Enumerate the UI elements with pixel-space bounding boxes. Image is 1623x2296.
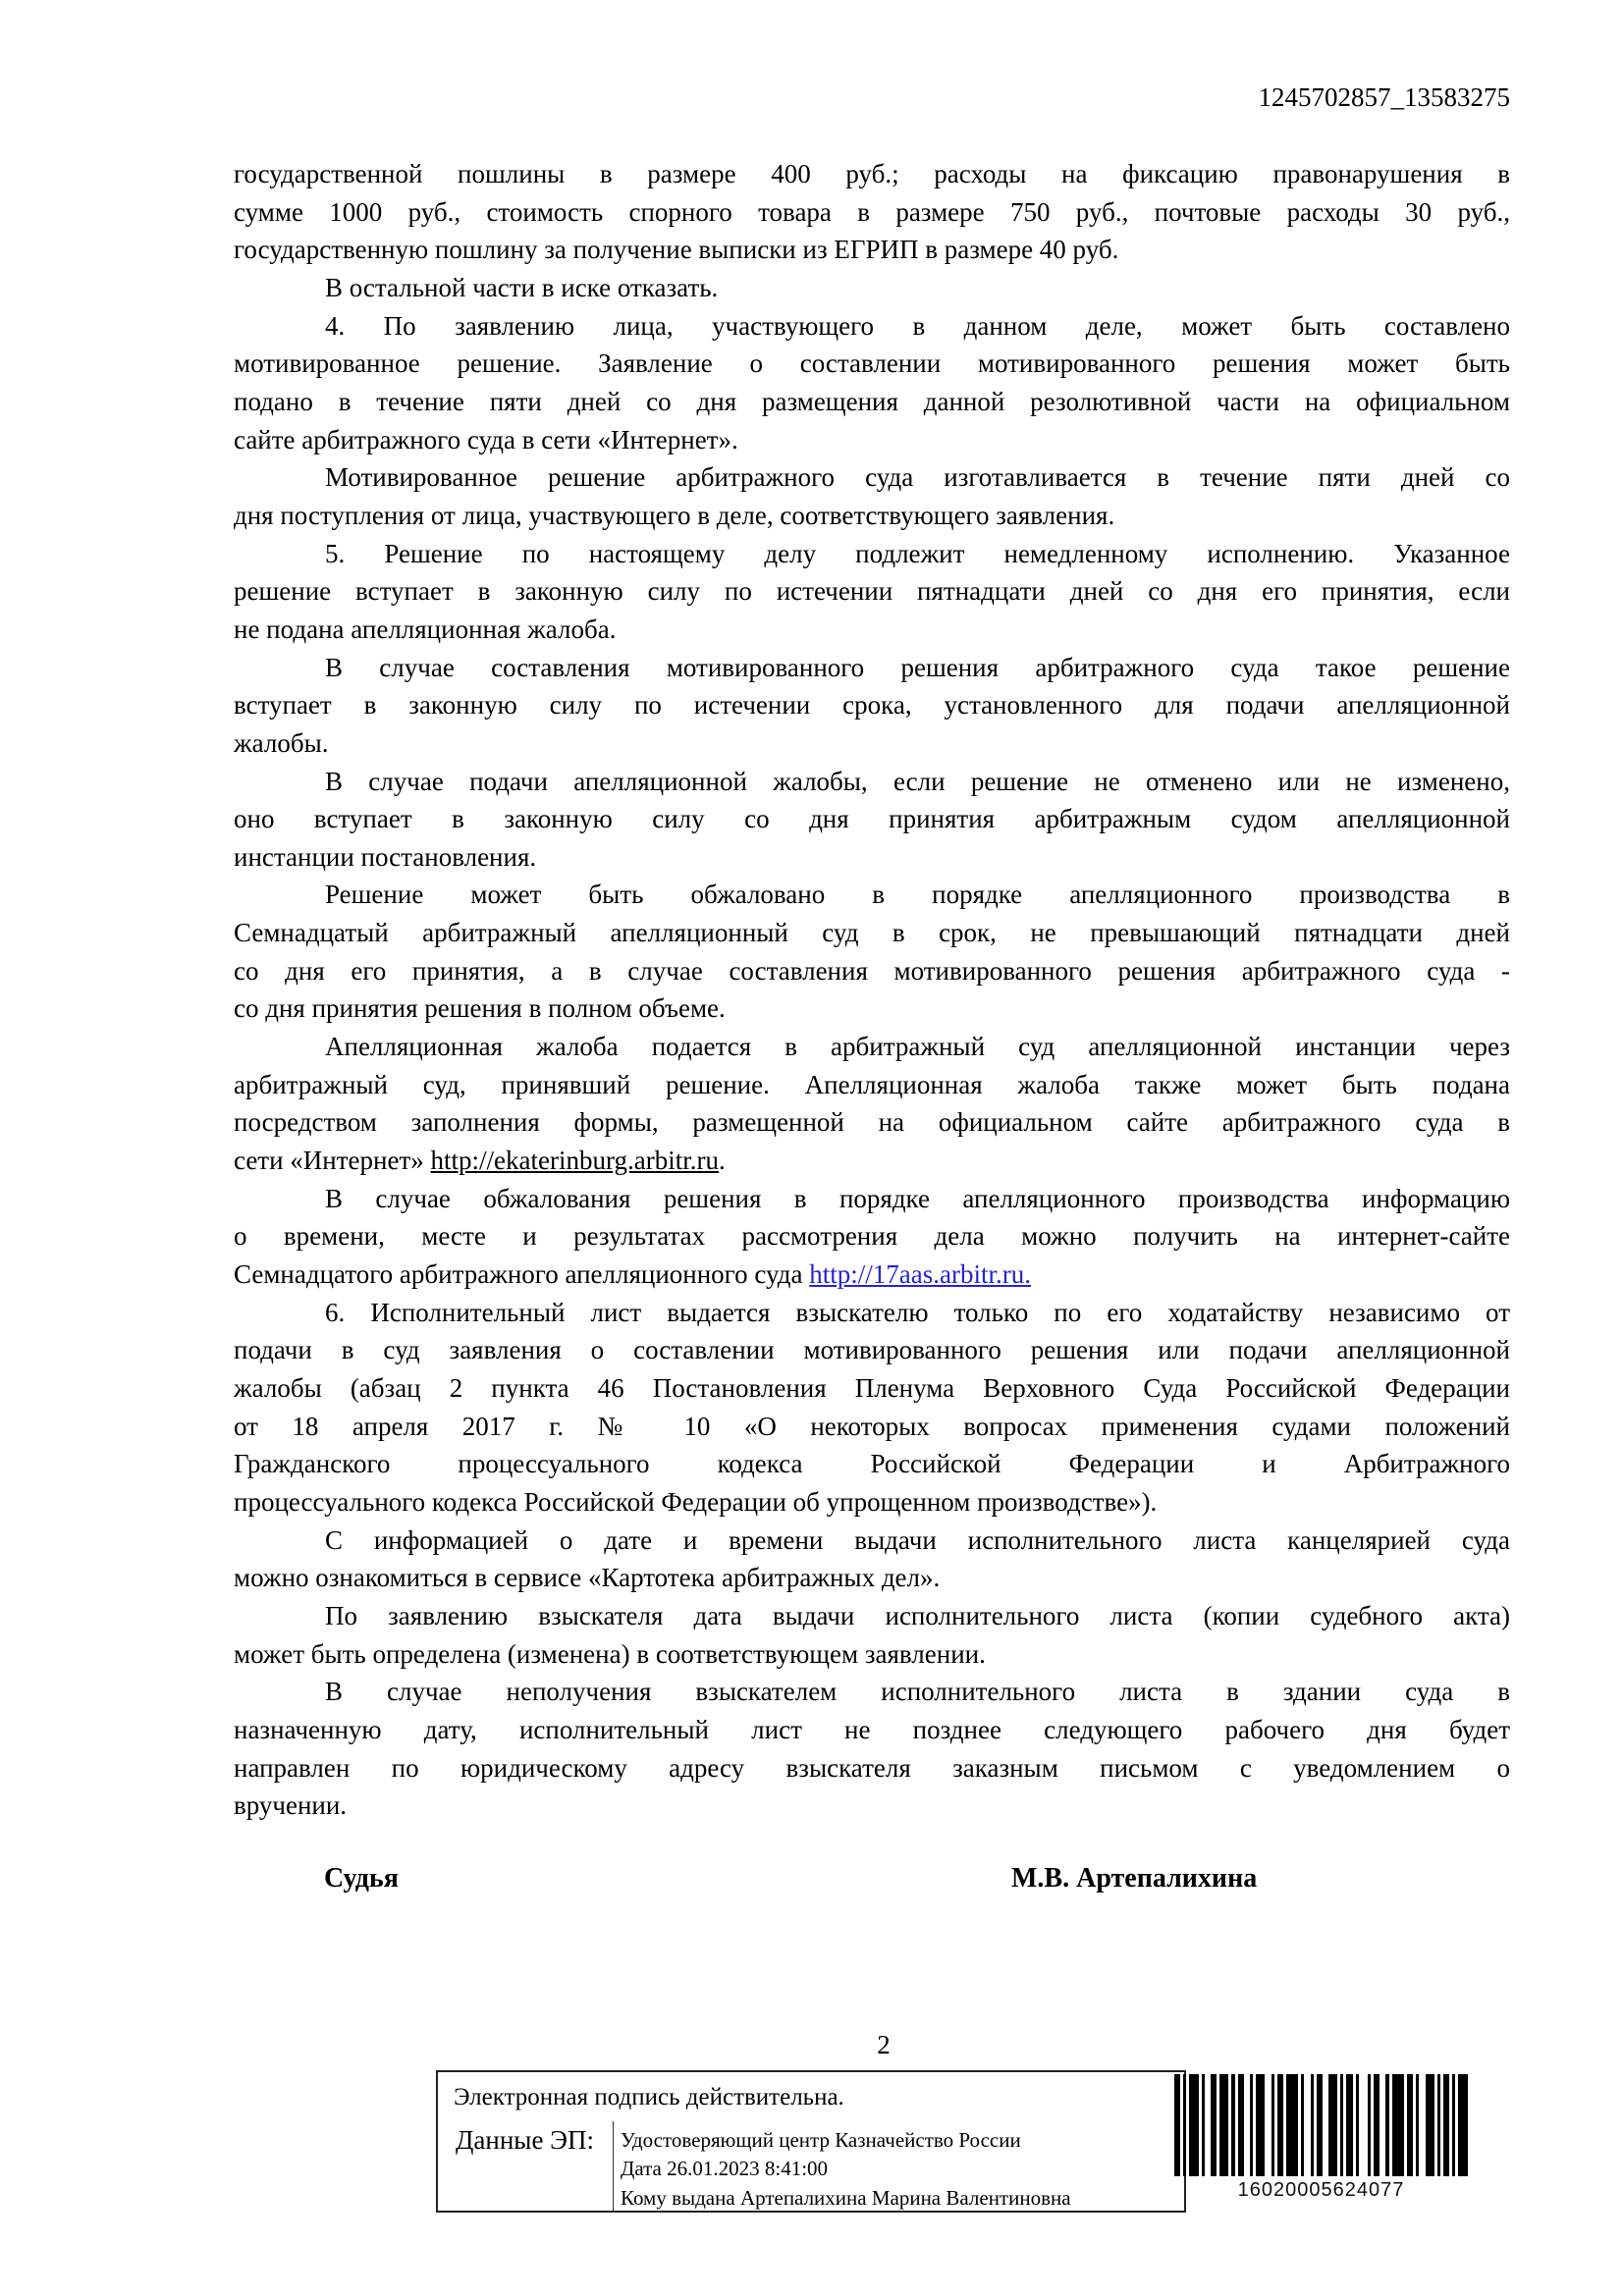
barcode-bar bbox=[1189, 2074, 1198, 2176]
text-segment: С информацией о дате и времени выдачи исполнительного листа канцелярией суда bbox=[325, 1524, 1510, 1555]
body-line bbox=[234, 876, 1510, 914]
body-line bbox=[234, 1028, 1510, 1066]
text-segment: решение вступает в законную силу по истечении пятнадцати дней со дня его принятия, если bbox=[234, 576, 1510, 607]
text-segment: дня поступления от лица, участвующего в деле, соответствующего заявления. bbox=[234, 500, 1115, 530]
body-line bbox=[234, 611, 1510, 649]
body-line bbox=[234, 383, 1510, 421]
body-line bbox=[234, 914, 1510, 952]
stamp-title: Электронная подпись действительна. bbox=[454, 2084, 844, 2110]
barcode bbox=[1174, 2074, 1468, 2202]
body-line bbox=[234, 649, 1510, 687]
body-line bbox=[234, 421, 1510, 459]
body-line bbox=[234, 1673, 1510, 1711]
17aas-arbitr-link[interactable]: http://17aas.arbitr.ru. bbox=[809, 1259, 1031, 1290]
body-line bbox=[234, 231, 1510, 269]
body-line bbox=[234, 724, 1510, 763]
stamp-details bbox=[621, 2126, 1178, 2213]
body-line bbox=[234, 1408, 1510, 1446]
text-segment: посредством заполнения формы, размещенной на официальном сайте арбитражного суда в bbox=[234, 1107, 1510, 1138]
body-line bbox=[234, 952, 1510, 990]
text-segment: Семнадцатого арбитражного апелляционного суда bbox=[234, 1259, 810, 1290]
stamp-label: Данные ЭП: bbox=[456, 2125, 594, 2155]
body-line bbox=[234, 763, 1510, 801]
ekaterinburg-arbitr-link[interactable]: http://ekaterinburg.arbitr.ru bbox=[430, 1146, 719, 1176]
judge-signature-row bbox=[234, 1863, 1510, 1904]
text-segment: подано в течение пяти дней со дня размещения данной резолютивной части на официальном bbox=[234, 386, 1510, 416]
page-number: 2 bbox=[877, 2030, 891, 2059]
text-segment: от 18 апреля 2017 г. № 10 «О некоторых вопросах применения судами положений bbox=[234, 1411, 1510, 1441]
text-segment: По заявлению взыскателя дата выдачи исполнительного листа (копии судебного акта) bbox=[325, 1600, 1510, 1630]
text-segment: вручении. bbox=[234, 1790, 348, 1821]
body-line bbox=[234, 307, 1510, 346]
document-id: 1245702857_13583275 bbox=[1258, 82, 1510, 112]
body-line bbox=[234, 1445, 1510, 1483]
body-line bbox=[234, 1597, 1510, 1635]
body-line bbox=[234, 1787, 1510, 1825]
body-text bbox=[234, 155, 1510, 1825]
text-segment: Решение может быть обжаловано в порядке апелляционного производства в bbox=[325, 880, 1510, 910]
text-segment: Апелляционная жалоба подается в арбитражный суд апелляционной инстанции через bbox=[325, 1032, 1510, 1062]
barcode-bars bbox=[1174, 2074, 1468, 2176]
body-line bbox=[234, 458, 1510, 497]
text-segment: государственной пошлины в размере 400 руб.; расходы на фиксацию правонарушения в bbox=[234, 159, 1510, 188]
text-segment: . bbox=[718, 1146, 726, 1176]
body-line bbox=[234, 686, 1510, 724]
text-segment: оно вступает в законную силу со дня принятия арбитражным судом апелляционной bbox=[234, 804, 1510, 834]
barcode-bar bbox=[1219, 2074, 1228, 2176]
body-line bbox=[234, 572, 1510, 611]
text-segment: вступает в законную силу по истечении срока, установленного для подачи апелляционной bbox=[234, 690, 1510, 721]
body-line bbox=[234, 1180, 1510, 1218]
text-segment: жалобы (абзац 2 пункта 46 Постановления Пленума Верховного Суда Российской Федерации bbox=[234, 1373, 1510, 1403]
body-line bbox=[234, 269, 1510, 307]
text-segment: Семнадцатый арбитражный апелляционный суд в срок, не превышающий пятнадцати дней bbox=[234, 918, 1510, 948]
text-segment: государственную пошлину за получение выписки из ЕГРИП в размере 40 руб. bbox=[234, 235, 1119, 265]
body-line bbox=[234, 345, 1510, 383]
body-line bbox=[234, 193, 1510, 232]
text-segment: жалобы. bbox=[234, 727, 329, 758]
text-segment: 4. По заявлению лица, участвующего в данном деле, может быть составлено bbox=[325, 310, 1510, 341]
text-segment: 6. Исполнительный лист выдается взыскателю только по его ходатайству независимо от bbox=[325, 1297, 1510, 1327]
text-segment: мотивированное решение. Заявление о составлении мотивированного решения может быть bbox=[234, 348, 1510, 379]
body-line bbox=[234, 800, 1510, 838]
text-segment: сайте арбитражного суда в сети «Интернет». bbox=[234, 424, 738, 454]
text-segment: В остальной части в иске отказать. bbox=[325, 272, 719, 302]
text-segment: подачи в суд заявления о составлении мотивированного решения или подачи апелляционной bbox=[234, 1335, 1510, 1365]
stamp-detail-line: Удостоверяющий центр Казначейство России bbox=[621, 2128, 1021, 2152]
barcode-bar bbox=[1256, 2074, 1265, 2176]
barcode-bar bbox=[1328, 2074, 1337, 2176]
text-segment: В случае неполучения взыскателем исполнительного листа в здании суда в bbox=[325, 1677, 1510, 1707]
text-segment: В случае обжалования решения в порядке апелляционного производства информацию bbox=[325, 1183, 1510, 1213]
text-segment: о времени, месте и результатах рассмотрения дела можно получить на интернет-сайте bbox=[234, 1221, 1510, 1252]
barcode-bar bbox=[1392, 2074, 1404, 2176]
stamp-column-divider bbox=[613, 2121, 614, 2211]
barcode-number: 16020005624077 bbox=[1237, 2179, 1405, 2201]
text-segment: Гражданского процессуального кодекса Российской Федерации и Арбитражного bbox=[234, 1449, 1510, 1479]
body-line bbox=[234, 989, 1510, 1028]
barcode-bar bbox=[1286, 2074, 1298, 2176]
barcode-gap bbox=[1359, 2074, 1368, 2176]
body-line bbox=[234, 1255, 1510, 1294]
text-segment: сумме 1000 руб., стоимость спорного товара в размере 750 руб., почтовые расходы 30 руб., bbox=[234, 196, 1510, 227]
text-segment: В случае подачи апелляционной жалобы, если решение не отменено или не изменено, bbox=[325, 766, 1510, 796]
body-line bbox=[234, 1217, 1510, 1255]
text-segment: Мотивированное решение арбитражного суда изготавливается в течение пяти дней со bbox=[325, 462, 1510, 493]
text-segment: назначенную дату, исполнительный лист не позднее следующего рабочего дня будет bbox=[234, 1714, 1510, 1744]
text-segment: можно ознакомиться в сервисе «Картотека арбитражных дел». bbox=[234, 1563, 941, 1593]
body-line bbox=[234, 1066, 1510, 1104]
text-segment: направлен по юридическому адресу взыскателя заказным письмом с уведомлением о bbox=[234, 1752, 1510, 1783]
stamp-detail-line: Кому выдана Артепалихина Марина Валентиновна bbox=[621, 2185, 1071, 2210]
text-segment: со дня его принятия, а в случае составления мотивированного решения арбитражного суда - bbox=[234, 955, 1510, 986]
body-line bbox=[234, 1749, 1510, 1788]
body-line bbox=[234, 1483, 1510, 1522]
body-line bbox=[234, 1522, 1510, 1560]
body-line bbox=[234, 1142, 1510, 1180]
text-segment: В случае составления мотивированного решения арбитражного суда такое решение bbox=[325, 652, 1510, 682]
text-segment: процессуального кодекса Российской Федерации об упрощенном производстве»). bbox=[234, 1486, 1158, 1517]
text-segment: со дня принятия решения в полном объеме. bbox=[234, 993, 726, 1024]
body-line bbox=[234, 1331, 1510, 1369]
body-line bbox=[234, 497, 1510, 535]
text-segment: инстанции постановления. bbox=[234, 841, 537, 872]
body-line bbox=[234, 535, 1510, 573]
stamp-detail-line: Дата 26.01.2023 8:41:00 bbox=[621, 2157, 829, 2181]
text-segment: может быть определена (изменена) в соответствующем заявлении. bbox=[234, 1638, 986, 1669]
body-line bbox=[234, 1711, 1510, 1749]
body-line bbox=[234, 155, 1510, 193]
judge-label: Судья bbox=[324, 1863, 399, 1894]
body-line bbox=[234, 1369, 1510, 1408]
text-segment: сети «Интернет» bbox=[234, 1146, 431, 1176]
text-segment: арбитражный суд, принявший решение. Апелляционная жалоба также может быть подана bbox=[234, 1069, 1510, 1099]
text-segment: 5. Решение по настоящему делу подлежит немедленному исполнению. Указанное bbox=[325, 538, 1510, 568]
body-line bbox=[234, 1103, 1510, 1142]
judge-name: М.В. Артепалихина bbox=[1011, 1863, 1258, 1894]
body-line bbox=[234, 838, 1510, 877]
barcode-bar bbox=[1426, 2074, 1434, 2176]
text-segment: не подана апелляционная жалоба. bbox=[234, 614, 617, 644]
barcode-bar bbox=[1458, 2074, 1467, 2176]
body-line bbox=[234, 1294, 1510, 1332]
body-line bbox=[234, 1635, 1510, 1674]
body-line bbox=[234, 1559, 1510, 1597]
signature-stamp bbox=[436, 2070, 1186, 2213]
